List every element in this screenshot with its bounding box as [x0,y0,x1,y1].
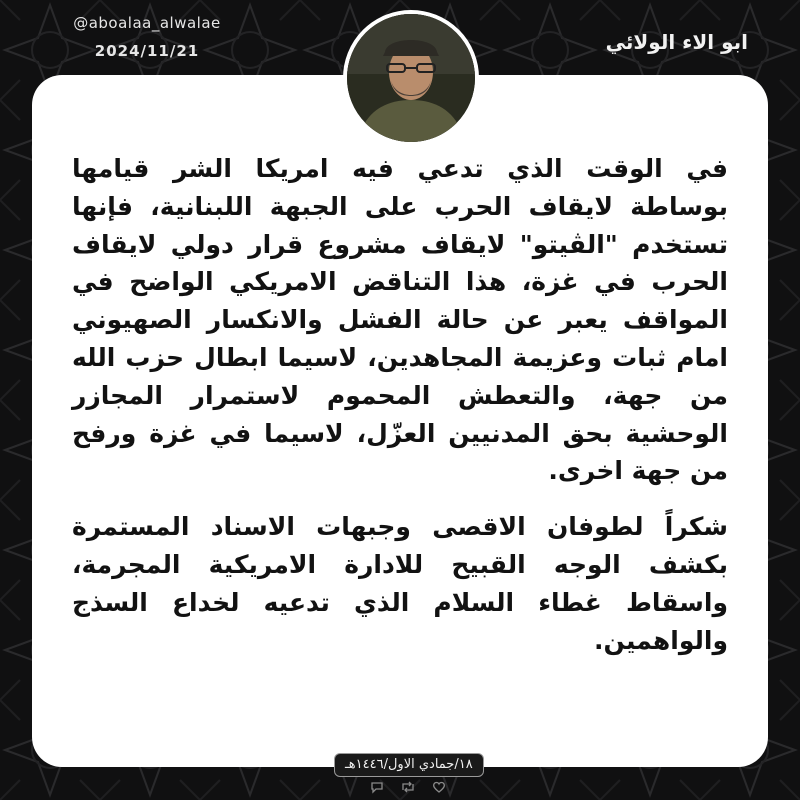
hijri-date-badge: ١٨/جمادي الاول/١٤٤٦هـ [334,753,484,777]
post-date: 2024/11/21 [94,42,200,60]
post-paragraph: في الوقت الذي تدعي فيه امريكا الشر قيامها بوساطة لايقاف الحرب على الجبهة اللبنانية، فإنها تستخدم "الڤيتو" لايقاف مشروع قرار دولي لايقاف الحرب في غزة، هذا التناقض الامريكي الواضح في المواقف يعبر عن حالة الفشل والانكسار الصهيوني امام ثبات وعزيمة المجاهدين، لاسيما ابطال حزب الله من جهة، والتعطش المحموم لاستمرار المجازر الوحشية بحق المدنيين العزّل، لاسيما في غزة ورفح من جهة اخرى. [72,154,728,486]
post-paragraph: شكراً لطوفان الاقصى وجبهات الاسناد المستمرة بكشف الوجه القبيح للادارة الامريكية المجرمة، واسقاط غطاء السلام الذي تدعيه لخداع السذج والواهمين. [72,512,728,655]
post-body [72,150,728,659]
account-handle: @aboalaa_alwalae [73,14,221,32]
avatar[interactable] [343,10,479,146]
author-name: ابو الاء الولائي [605,30,748,54]
action-bar [370,780,446,794]
avatar-photo [347,14,475,142]
reply-icon[interactable] [370,780,384,794]
retweet-icon[interactable] [400,780,416,794]
like-icon[interactable] [432,780,446,794]
